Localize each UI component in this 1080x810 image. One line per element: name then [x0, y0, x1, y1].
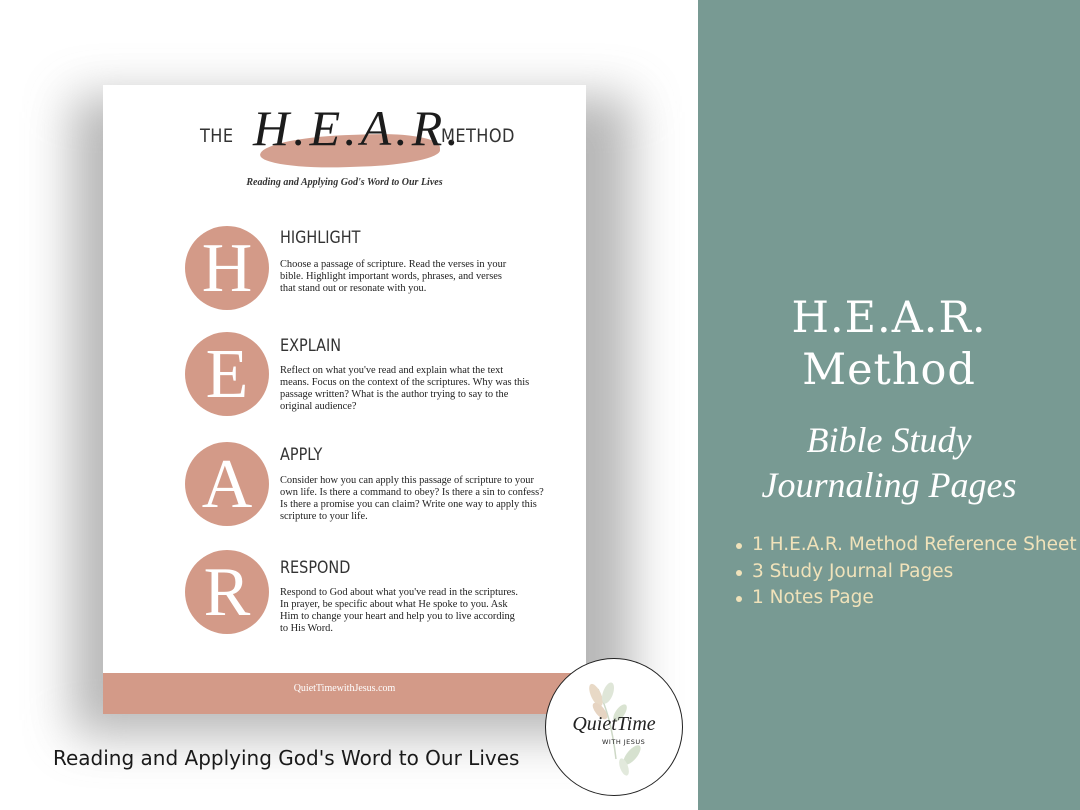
- logo-subtext: WITH JESUS: [602, 738, 646, 746]
- step-line: scripture to your life.: [280, 511, 368, 522]
- panel-title: [698, 292, 1080, 396]
- panel-title-line2: Method: [802, 345, 976, 395]
- step-title-apply: APPLY: [280, 445, 323, 465]
- step-line: Is there a promise you can claim? Write one way to apply this: [280, 499, 537, 510]
- feature-list: [736, 532, 1077, 612]
- step-title-respond: RESPOND: [280, 558, 351, 578]
- letter-circle-r: R: [185, 550, 269, 634]
- step-line: means. Focus on the context of the scriptures. Why was this: [280, 377, 530, 388]
- feature-item: 3 Study Journal Pages: [736, 559, 1077, 586]
- step-body-apply: [280, 475, 570, 523]
- letter-circle-h: H: [185, 226, 269, 310]
- step-line: Respond to God about what you've read in the scriptures.: [280, 587, 518, 598]
- feature-item: 1 H.E.A.R. Method Reference Sheet: [736, 532, 1077, 559]
- step-body-explain: [280, 365, 570, 413]
- info-panel: [698, 0, 1080, 810]
- header-method: METHOD: [441, 125, 515, 147]
- panel-subtitle: [698, 418, 1080, 508]
- step-line: Him to change your heart and help you to live according: [280, 611, 515, 622]
- step-body-highlight: [280, 259, 570, 295]
- panel-subtitle-line2: Journaling Pages: [761, 465, 1017, 505]
- step-line: own life. Is there a command to obey? Is there a sin to confess?: [280, 487, 544, 498]
- step-line: Choose a passage of scripture. Read the verses in your: [280, 259, 507, 270]
- step-line: bible. Highlight important words, phrases, and verses: [280, 271, 502, 282]
- letter-circle-a: A: [185, 442, 269, 526]
- panel-subtitle-line1: Bible Study: [806, 420, 972, 460]
- step-line: Consider how you can apply this passage of scripture to your: [280, 475, 534, 486]
- bottom-caption: Reading and Applying God's Word to Our Lives: [53, 746, 520, 770]
- header-script: H.E.A.R.: [253, 100, 463, 156]
- step-line: In prayer, be specific about what He spoke to you. Ask: [280, 599, 508, 610]
- step-title-highlight: HIGHLIGHT: [280, 228, 361, 248]
- logo-wordmark: QuietTime: [572, 713, 656, 735]
- step-line: to His Word.: [280, 623, 333, 634]
- step-body-respond: [280, 587, 570, 635]
- brand-logo: [545, 658, 683, 796]
- panel-title-line1: H.E.A.R.: [791, 293, 987, 343]
- step-line: Reflect on what you've read and explain what the text: [280, 365, 504, 376]
- step-line: passage written? What is the author trying to say to the: [280, 389, 509, 400]
- feature-item: 1 Notes Page: [736, 585, 1077, 612]
- sheet-tagline: Reading and Applying God's Word to Our Lives: [246, 177, 443, 188]
- reference-sheet: [103, 85, 586, 714]
- step-line: original audience?: [280, 401, 357, 412]
- step-title-explain: EXPLAIN: [280, 336, 342, 356]
- step-line: that stand out or resonate with you.: [280, 283, 427, 294]
- letter-circle-e: E: [185, 332, 269, 416]
- header-the: THE: [199, 125, 234, 147]
- sheet-footer: QuietTimewithJesus.com: [103, 673, 586, 714]
